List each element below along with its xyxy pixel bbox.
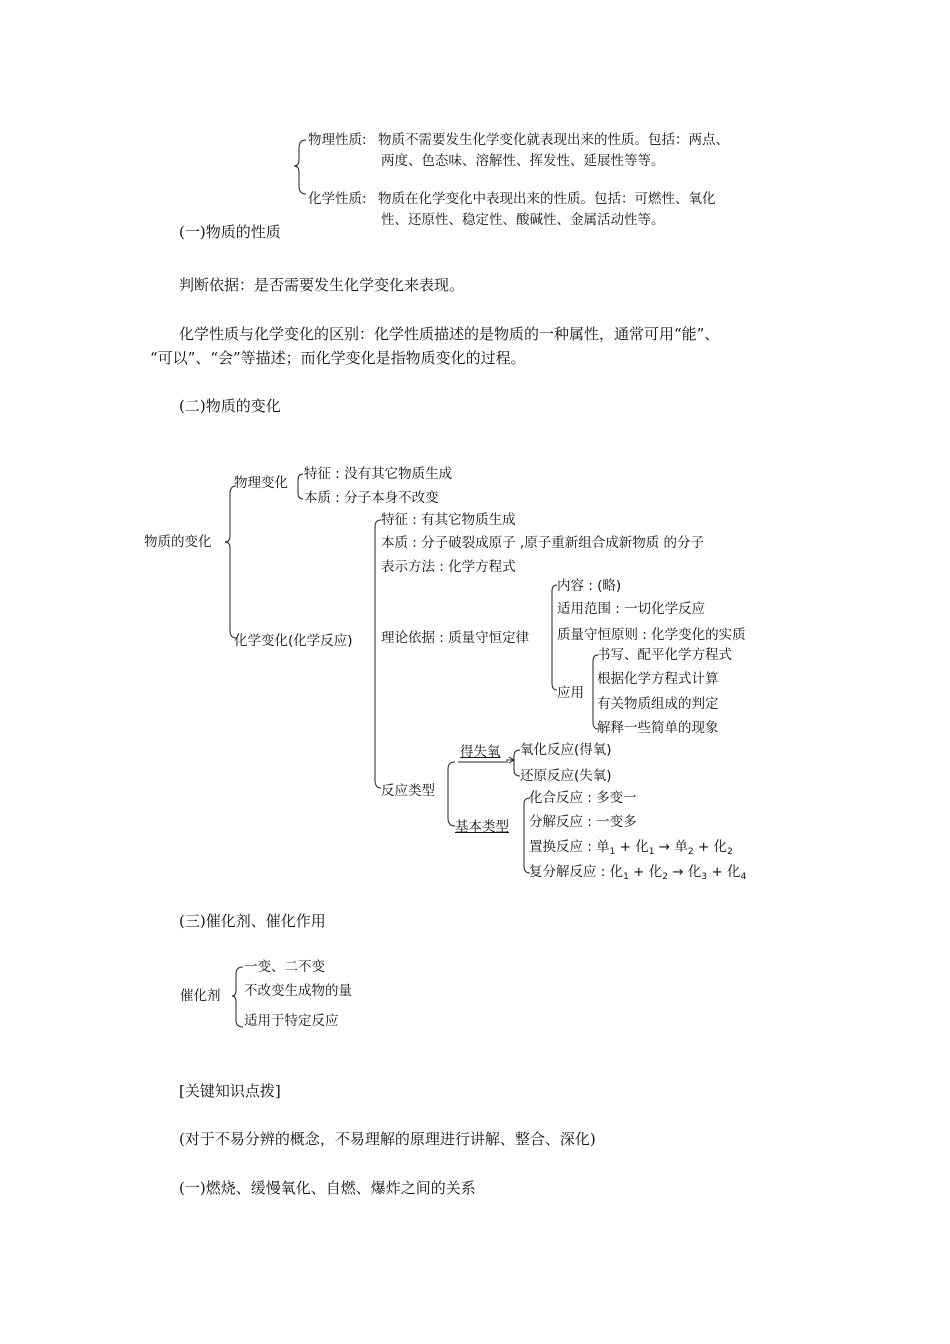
scope: 适用范围 : 一切化学反应 [557, 601, 706, 617]
app-item-4: 解释一些简单的现象 [597, 720, 719, 736]
tree-root: 物质的变化 [144, 534, 212, 550]
gain-loss-oxygen: 得失氧 [460, 744, 501, 760]
oxidation: 氧化反应(得氧) [520, 742, 612, 758]
catalyst-item-1: 一变、二不变 [244, 959, 325, 975]
decomposition: 分解反应 : 一变多 [529, 814, 637, 830]
physical-change: 物理变化 [234, 475, 288, 491]
displacement: 置换反应 : 单$_1$ + 化$_1$ → 单$_2$ + 化$_2$ [529, 839, 733, 857]
physical-property-label: 物理性质: [308, 132, 367, 148]
chemical-change: 化学变化(化学反应) [234, 633, 353, 649]
displacement-label: 置换反应 : [529, 839, 592, 855]
physical-property-line2: 两度、色态味、溶解性、挥发性、延展性等等。 [381, 153, 665, 169]
section4-title: (一)燃烧、缓慢氧化、自燃、爆炸之间的关系 [179, 1179, 476, 1197]
judgment-text: 判断依据：是否需要发生化学变化来表现。 [179, 276, 465, 294]
cc-feature: 特征 : 有其它物质生成 [381, 512, 516, 528]
chemical-property-label: 化学性质: [308, 191, 367, 207]
app-item-2: 根据化学方程式计算 [597, 671, 719, 687]
catalyst-label: 催化剂 [180, 988, 221, 1004]
chemical-property-line2: 性、还原性、稳定性、酸碱性、金属活动性等。 [381, 212, 665, 228]
pc-essence: 本质 : 分子本身不改变 [304, 490, 439, 506]
key-points-heading: [关键知识点拨] [179, 1082, 281, 1100]
note-text: (对于不易分辨的概念，不易理解的原理进行讲解、整合、深化) [179, 1130, 596, 1148]
cc-expression: 表示方法 : 化学方程式 [381, 559, 516, 575]
section3-title: (三)催化剂、催化作用 [179, 912, 326, 930]
physical-property-line1: 物质不需要发生化学变化就表现出来的性质。包括：两点、 [378, 132, 729, 148]
app-item-3: 有关物质组成的判定 [597, 696, 719, 712]
combination: 化合反应 : 多变一 [529, 790, 637, 806]
section2-title: (二)物质的变化 [179, 397, 281, 415]
catalyst-item-2: 不改变生成物的量 [244, 983, 352, 999]
difference-line1: 化学性质与化学变化的区别：化学性质描述的是物质的一种属性，通常可用“能”、 [179, 325, 720, 343]
reaction-types: 反应类型 [381, 783, 435, 799]
theory: 理论依据 : 质量守恒定律 [381, 630, 530, 646]
double-decomposition: 复分解反应 : 化$_1$ + 化$_2$ → 化$_3$ + 化$_4$ [529, 864, 747, 882]
basic-types: 基本类型 [455, 819, 509, 835]
chemical-property-line1: 物质在化学变化中表现出来的性质。包括：可燃性、氧化 [378, 191, 716, 207]
content: 内容 : (略) [557, 578, 622, 594]
double-label: 复分解反应 : [529, 864, 606, 880]
application: 应用 [557, 685, 584, 701]
principle: 质量守恒原则 : 化学变化的实质 [557, 627, 746, 643]
difference-line2: “可以”、“会”等描述；而化学变化是指物质变化的过程。 [150, 349, 526, 367]
app-item-1: 书写、配平化学方程式 [597, 647, 732, 663]
reduction: 还原反应(失氧) [520, 768, 612, 784]
section1-title: (一)物质的性质 [179, 223, 281, 241]
pc-feature: 特征 : 没有其它物质生成 [304, 466, 453, 482]
catalyst-item-3: 适用于特定反应 [244, 1013, 339, 1029]
cc-essence: 本质 : 分子破裂成原子 ,原子重新组合成新物质 的分子 [381, 535, 705, 551]
